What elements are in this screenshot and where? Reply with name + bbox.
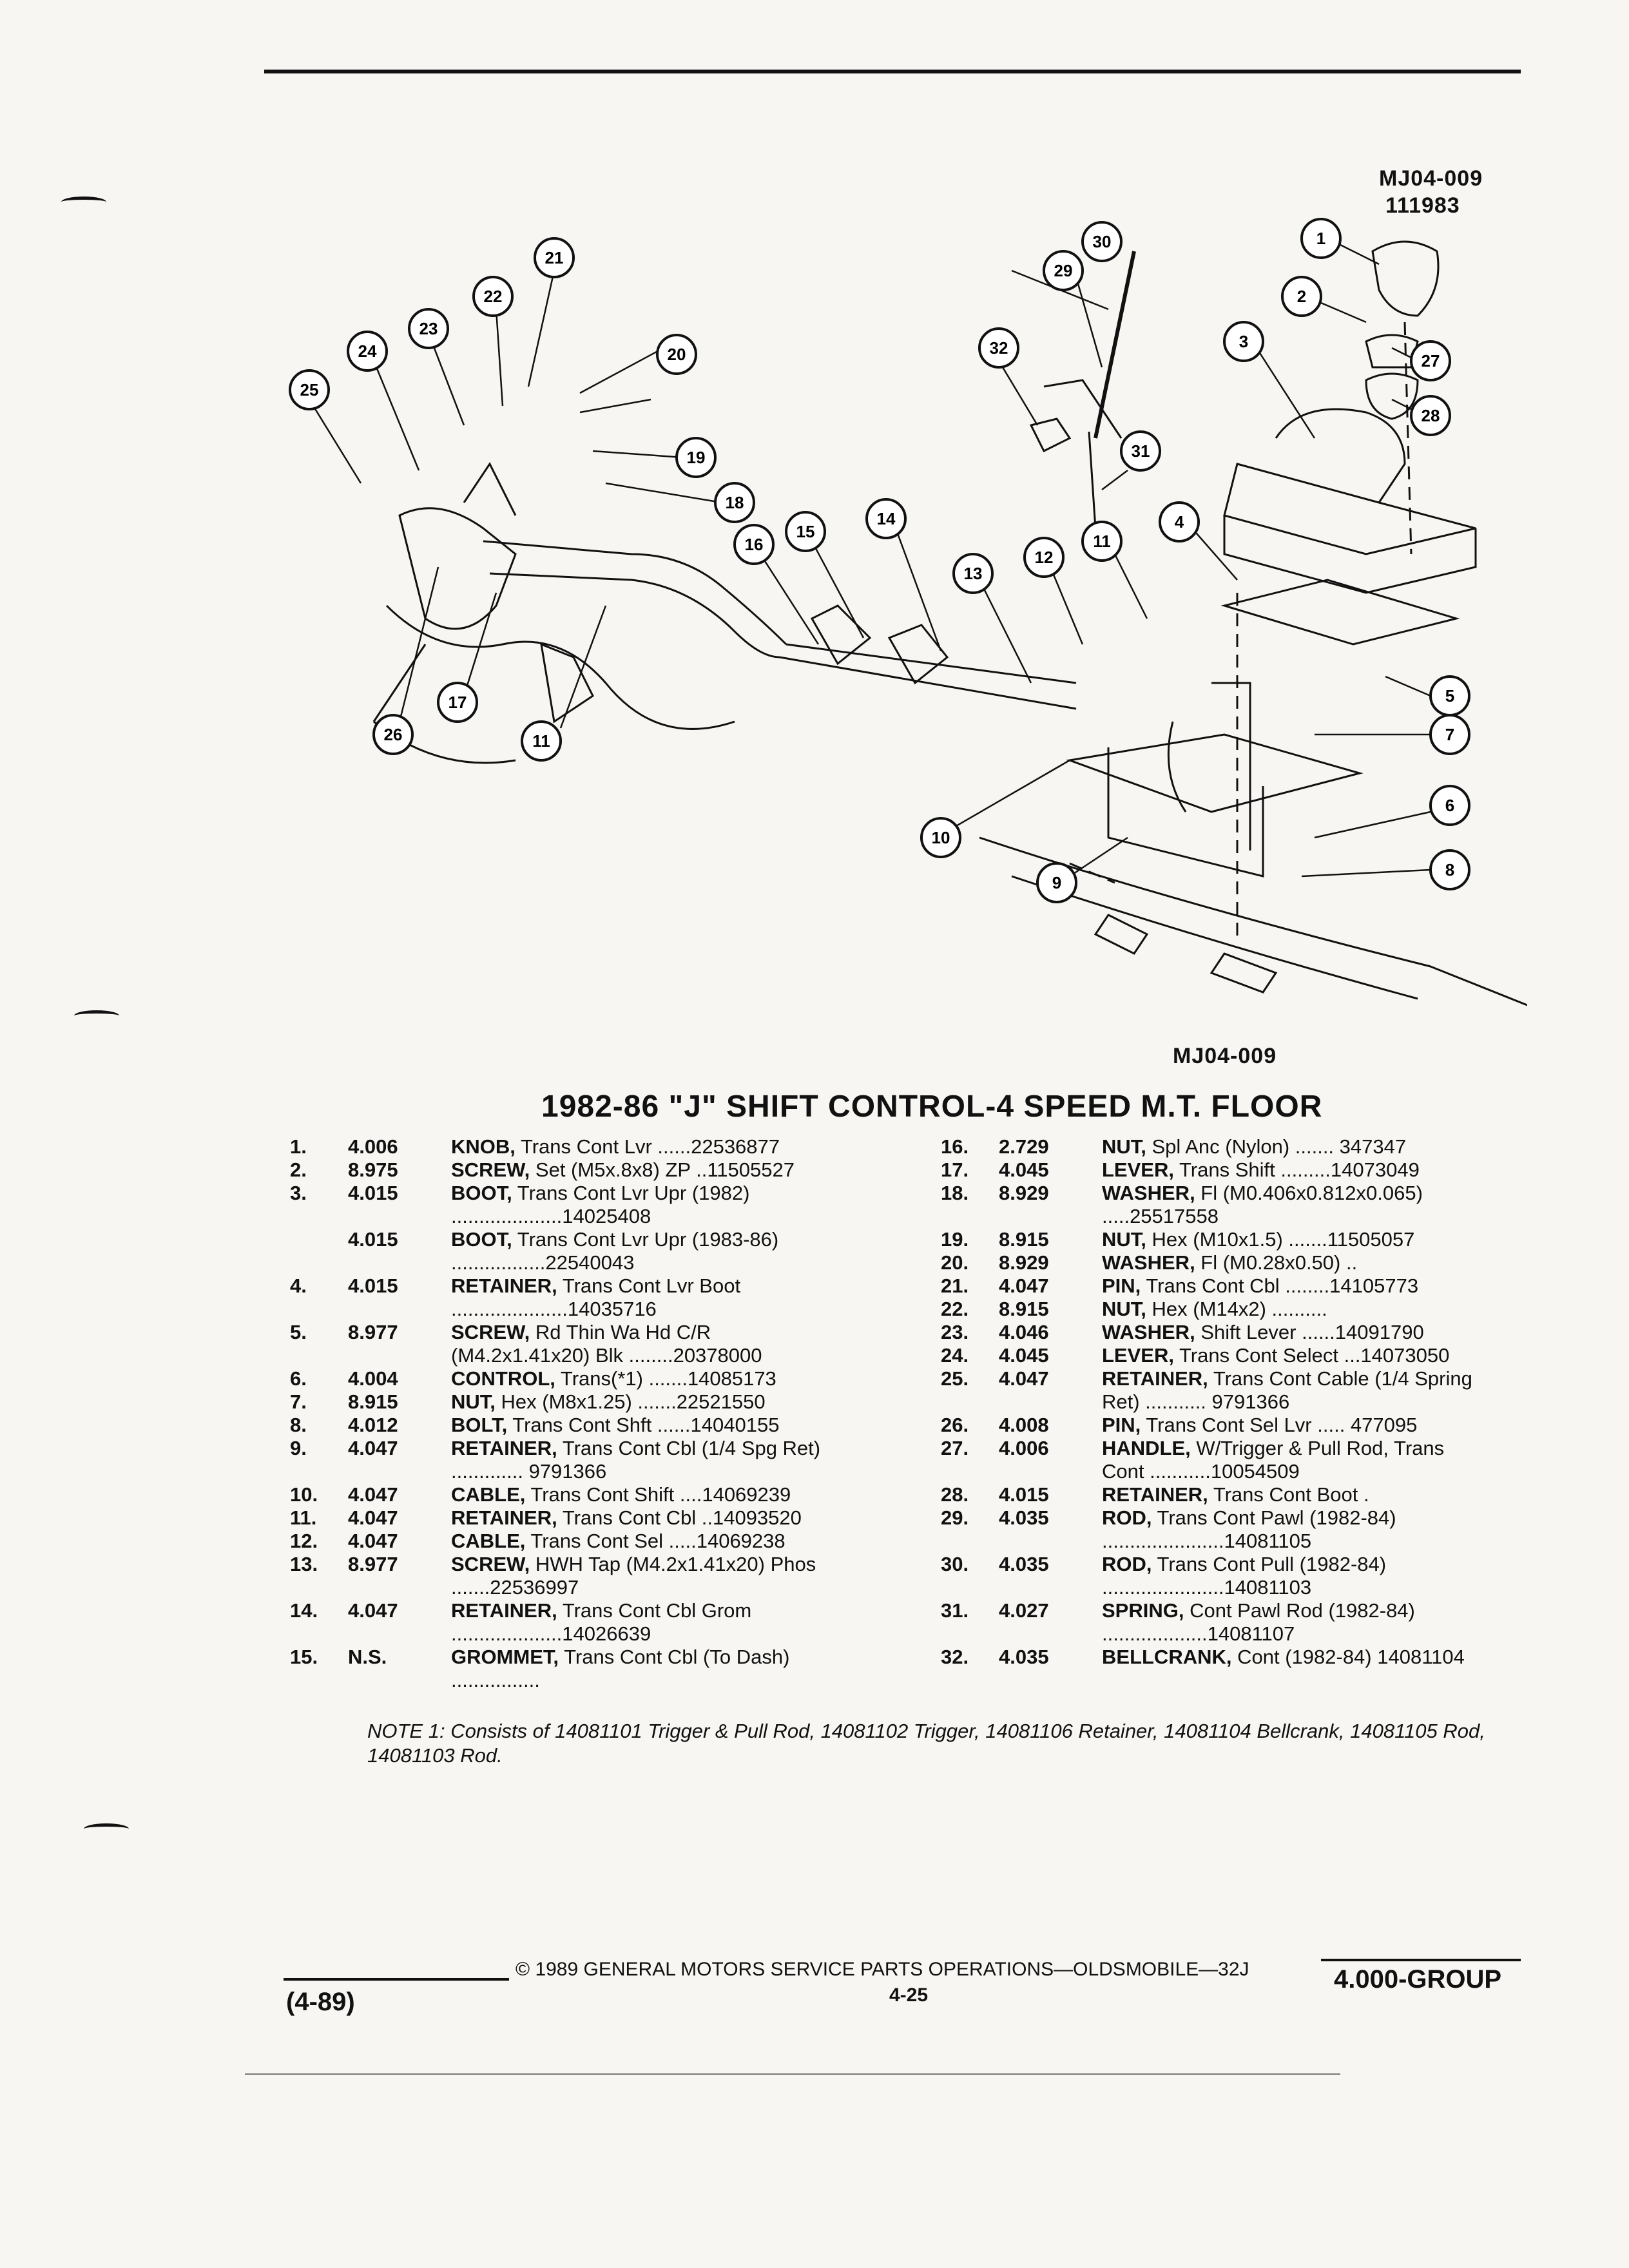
callout-11	[1083, 522, 1121, 561]
item-number: 6.	[290, 1367, 307, 1390]
item-number: 11.	[290, 1506, 317, 1529]
item-number: 9.	[290, 1437, 307, 1459]
part-description	[1102, 1646, 1476, 1669]
callout-1	[1302, 219, 1340, 258]
group-number: 4.015	[348, 1182, 398, 1204]
part-description	[451, 1158, 825, 1182]
item-number: 8.	[290, 1414, 307, 1436]
svg-text:17: 17	[448, 693, 467, 712]
parts-list-item	[290, 1553, 883, 1599]
svg-text:29: 29	[1054, 261, 1073, 280]
svg-text:3: 3	[1239, 332, 1249, 351]
callout-28	[1411, 396, 1450, 435]
callout-25	[290, 370, 329, 409]
transmission-linkage-left	[400, 508, 516, 629]
part-name: SCREW,	[451, 1553, 530, 1575]
part-description	[1102, 1251, 1476, 1274]
boot-retainer	[1224, 580, 1456, 644]
part-description	[1102, 1414, 1476, 1437]
part-details: Trans Cont Pawl (1982-84) ......................14081105	[1102, 1506, 1396, 1552]
part-details: HWH Tap (M4.2x1.41x20) Phos .......22536997	[451, 1553, 816, 1599]
parts-list-item	[290, 1506, 883, 1530]
item-number: 4.	[290, 1274, 307, 1297]
item-number: 24.	[941, 1344, 969, 1367]
item-number: 14.	[290, 1599, 318, 1622]
item-number: 12.	[290, 1530, 318, 1552]
svg-text:16: 16	[744, 535, 764, 554]
part-name: LEVER,	[1102, 1158, 1174, 1181]
part-name: BOOT,	[451, 1228, 512, 1251]
part-name: RETAINER,	[451, 1506, 557, 1529]
part-description	[451, 1599, 825, 1646]
item-number: 27.	[941, 1437, 969, 1459]
part-name: BOOT,	[451, 1182, 512, 1204]
parts-list-item	[290, 1390, 883, 1414]
group-number: 4.047	[999, 1367, 1049, 1390]
group-number: 4.015	[348, 1228, 398, 1251]
group-number: 8.915	[999, 1298, 1049, 1320]
parts-list-item	[941, 1321, 1534, 1344]
parts-list-item	[941, 1182, 1534, 1228]
svg-text:28: 28	[1421, 406, 1440, 425]
part-details: Hex (M8x1.25) .......22521550	[495, 1390, 766, 1413]
part-name: LEVER,	[1102, 1344, 1174, 1367]
parts-list-item	[941, 1437, 1534, 1483]
part-details: Trans Cont Boot .	[1208, 1483, 1369, 1506]
part-name: RETAINER,	[451, 1274, 557, 1297]
part-details: Cont (1982-84) 14081104	[1231, 1646, 1465, 1668]
svg-text:8: 8	[1445, 860, 1455, 879]
part-name: PIN,	[1102, 1274, 1141, 1297]
group-number: 4.006	[348, 1135, 398, 1158]
parts-list-item	[290, 1599, 883, 1646]
part-details: Hex (M10x1.5) .......11505057	[1146, 1228, 1415, 1251]
group-number: 4.035	[999, 1553, 1049, 1575]
part-description	[451, 1414, 825, 1437]
svg-text:15: 15	[796, 522, 815, 541]
parts-list-item	[941, 1367, 1534, 1414]
item-number: 15.	[290, 1646, 318, 1668]
svg-text:23: 23	[419, 319, 438, 338]
group-number: 4.047	[348, 1530, 398, 1552]
svg-text:11: 11	[1093, 532, 1111, 551]
part-description	[1102, 1321, 1476, 1344]
part-description	[1102, 1506, 1476, 1553]
part-name: NUT,	[451, 1390, 496, 1413]
callout-32	[979, 329, 1018, 367]
part-details: Trans Cont Cbl ........14105773	[1141, 1274, 1419, 1297]
figure-date-code: 111983	[1385, 193, 1460, 218]
callout-19	[677, 438, 715, 477]
svg-text:13: 13	[963, 564, 983, 583]
part-details: Shift Lever ......14091790	[1195, 1321, 1424, 1343]
part-description	[451, 1321, 825, 1367]
group-number: 4.047	[348, 1506, 398, 1529]
part-name: RETAINER,	[1102, 1367, 1208, 1390]
parts-list-item	[941, 1274, 1534, 1298]
svg-text:14: 14	[876, 509, 896, 528]
bottom-rule	[245, 2073, 1340, 2075]
svg-text:6: 6	[1445, 796, 1455, 815]
parts-list-item	[290, 1182, 883, 1228]
part-description	[1102, 1344, 1476, 1367]
group-number: 4.015	[999, 1483, 1049, 1506]
part-name: SPRING,	[1102, 1599, 1184, 1622]
callout-4	[1160, 503, 1199, 541]
svg-text:21: 21	[545, 248, 564, 267]
part-details: Fl (M0.406x0.812x0.065) .....25517558	[1102, 1182, 1423, 1227]
callout-5	[1431, 677, 1469, 715]
part-details: Trans Cont Cbl (1/4 Spg Ret) ............. 9791366	[451, 1437, 821, 1483]
parts-list-item	[941, 1553, 1534, 1599]
item-number: 28.	[941, 1483, 969, 1506]
part-description	[451, 1367, 825, 1390]
part-description	[451, 1553, 825, 1599]
group-number: 8.977	[348, 1321, 398, 1343]
figure-code-bottom: MJ04-009	[1173, 1044, 1277, 1068]
callout-7	[1431, 715, 1469, 754]
part-description	[451, 1228, 825, 1274]
group-number: 4.045	[999, 1158, 1049, 1181]
page-number: 4-25	[889, 1984, 929, 2006]
svg-text:25: 25	[300, 380, 319, 399]
item-number: 17.	[941, 1158, 969, 1181]
part-details: Trans Cont Sel .....14069238	[525, 1530, 786, 1552]
part-details: Trans Cont Sel Lvr ..... 477095	[1141, 1414, 1418, 1436]
callout-12	[1025, 538, 1063, 577]
item-number: 5.	[290, 1321, 307, 1343]
part-name: CONTROL,	[451, 1367, 555, 1390]
item-number: 2.	[290, 1158, 307, 1181]
part-description	[1102, 1553, 1476, 1599]
callout-29	[1044, 251, 1083, 290]
part-details: Trans Shift .........14073049	[1173, 1158, 1420, 1181]
parts-list-right	[941, 1135, 1534, 1669]
part-name: GROMMET,	[451, 1646, 559, 1668]
part-description	[451, 1530, 825, 1553]
item-number: 7.	[290, 1390, 307, 1413]
part-name: PIN,	[1102, 1414, 1141, 1436]
parts-list-item	[290, 1367, 883, 1390]
callout-13	[954, 554, 992, 593]
part-name: BELLCRANK,	[1102, 1646, 1232, 1668]
part-description	[451, 1646, 825, 1692]
item-number: 32.	[941, 1646, 969, 1668]
part-details: Cont Pawl Rod (1982-84) ...................14081107	[1102, 1599, 1415, 1645]
figure-code-top: MJ04-009	[1379, 166, 1483, 191]
part-name: RETAINER,	[1102, 1483, 1208, 1506]
part-name: NUT,	[1102, 1298, 1146, 1320]
callouts	[290, 219, 1469, 902]
part-name: NUT,	[1102, 1228, 1146, 1251]
svg-text:11: 11	[532, 731, 550, 751]
part-name: RETAINER,	[451, 1437, 557, 1459]
svg-text:24: 24	[358, 341, 377, 361]
parts-list-item	[290, 1274, 883, 1321]
part-name: WASHER,	[1102, 1251, 1195, 1274]
group-number: 4.008	[999, 1414, 1049, 1436]
part-description	[451, 1390, 825, 1414]
part-details: Trans Cont Lvr ......22536877	[515, 1135, 780, 1158]
parts-list-item	[290, 1414, 883, 1437]
group-number: 4.012	[348, 1414, 398, 1436]
part-details: Trans Cont Cable (1/4 Spring Ret) ........... 9791366	[1102, 1367, 1472, 1413]
item-number: 1.	[290, 1135, 307, 1158]
group-number: 4.035	[999, 1646, 1049, 1668]
part-name: SCREW,	[451, 1158, 530, 1181]
part-description	[451, 1182, 825, 1228]
group-number: 4.045	[999, 1344, 1049, 1367]
part-description	[1102, 1228, 1476, 1251]
footnote: NOTE 1: Consists of 14081101 Trigger & Pull Rod, 14081102 Trigger, 14081106 Retainer, 14081104 Bellcrank, 14081105 Rod, 14081103 Rod.	[367, 1720, 1485, 1767]
group-number: 8.915	[999, 1228, 1049, 1251]
group-number: N.S.	[348, 1646, 387, 1668]
part-details: Trans(*1) .......14085173	[555, 1367, 776, 1390]
part-details: Hex (M14x2) ..........	[1146, 1298, 1327, 1320]
callout-10	[921, 818, 960, 857]
parts-list-item	[941, 1298, 1534, 1321]
part-description	[1102, 1367, 1476, 1414]
svg-text:32: 32	[989, 338, 1008, 358]
boot-outline	[1224, 464, 1476, 554]
group-number: 4.047	[348, 1483, 398, 1506]
callout-24	[348, 332, 387, 370]
part-details: Trans Cont Cbl (To Dash) ................	[451, 1646, 790, 1691]
svg-text:10: 10	[931, 828, 950, 847]
svg-text:5: 5	[1445, 686, 1455, 706]
part-details: Fl (M0.28x0.50) ..	[1195, 1251, 1358, 1274]
group-number: 4.047	[999, 1274, 1049, 1297]
part-description	[1102, 1182, 1476, 1228]
parts-list-item	[941, 1483, 1534, 1506]
callout-11b	[522, 722, 561, 760]
parts-list-item	[941, 1344, 1534, 1367]
callout-21	[535, 238, 574, 277]
part-description	[1102, 1298, 1476, 1321]
item-number: 29.	[941, 1506, 969, 1529]
group-number: 8.977	[348, 1553, 398, 1575]
part-name: ROD,	[1102, 1553, 1152, 1575]
part-name: HANDLE,	[1102, 1437, 1191, 1459]
svg-text:18: 18	[725, 493, 744, 512]
part-details: Trans Cont Lvr Upr (1982) ....................14025408	[451, 1182, 750, 1227]
part-description	[1102, 1437, 1476, 1483]
item-number: 20.	[941, 1251, 969, 1274]
control-base	[1070, 735, 1360, 812]
part-name: ROD,	[1102, 1506, 1152, 1529]
item-number: 13.	[290, 1553, 318, 1575]
part-name: WASHER,	[1102, 1182, 1195, 1204]
callout-9	[1037, 863, 1076, 902]
part-name: RETAINER,	[451, 1599, 557, 1622]
part-name: WASHER,	[1102, 1321, 1195, 1343]
group-number: 2.729	[999, 1135, 1049, 1158]
callout-6	[1431, 786, 1469, 825]
group-number: 8.929	[999, 1182, 1049, 1204]
group-label: 4.000-GROUP	[1334, 1965, 1502, 1994]
item-number: 19.	[941, 1228, 969, 1251]
part-description	[1102, 1599, 1476, 1646]
exploded-parts-diagram	[271, 193, 1527, 1031]
parts-list-item	[941, 1646, 1534, 1669]
svg-text:26: 26	[383, 725, 403, 744]
part-description	[1102, 1274, 1476, 1298]
callout-20	[657, 335, 696, 374]
part-name: SCREW,	[451, 1321, 530, 1343]
callout-2	[1282, 277, 1321, 316]
parts-list-item	[290, 1437, 883, 1483]
item-number: 16.	[941, 1135, 969, 1158]
footer-rule-left	[284, 1978, 509, 1981]
part-name: CABLE,	[451, 1530, 526, 1552]
item-number: 30.	[941, 1553, 969, 1575]
parts-list-item	[290, 1321, 883, 1367]
part-description	[1102, 1135, 1476, 1158]
page-title: 1982-86 "J" SHIFT CONTROL-4 SPEED M.T. FLOOR	[541, 1090, 1323, 1124]
callout-15	[786, 512, 825, 551]
part-details: Trans Cont Pull (1982-84) ......................14081103	[1102, 1553, 1387, 1599]
svg-text:27: 27	[1421, 351, 1440, 370]
item-number: 21.	[941, 1274, 969, 1297]
callout-30	[1083, 222, 1121, 261]
group-number: 8.975	[348, 1158, 398, 1181]
knob	[1373, 242, 1438, 316]
callout-8	[1431, 850, 1469, 889]
footer-rule-right	[1321, 1959, 1521, 1961]
part-description	[451, 1437, 825, 1483]
callout-3	[1224, 322, 1263, 361]
svg-text:2: 2	[1296, 287, 1307, 306]
parts-list-item	[290, 1646, 883, 1692]
margin-mark	[74, 1010, 119, 1021]
item-number: 25.	[941, 1367, 969, 1390]
item-number: 3.	[290, 1182, 307, 1204]
part-name: CABLE,	[451, 1483, 526, 1506]
callout-16	[735, 525, 773, 564]
callout-14	[867, 499, 905, 538]
group-number: 4.035	[999, 1506, 1049, 1529]
item-number: 31.	[941, 1599, 969, 1622]
group-number: 4.015	[348, 1274, 398, 1297]
svg-text:7: 7	[1445, 725, 1455, 744]
svg-text:19: 19	[686, 448, 706, 467]
top-rule	[264, 70, 1521, 73]
group-number: 4.004	[348, 1367, 398, 1390]
group-number: 4.006	[999, 1437, 1049, 1459]
parts-list-item	[941, 1414, 1534, 1437]
item-number: 10.	[290, 1483, 318, 1506]
group-number: 4.046	[999, 1321, 1049, 1343]
item-number: 23.	[941, 1321, 969, 1343]
parts-list-item	[941, 1228, 1534, 1251]
group-number: 8.929	[999, 1251, 1049, 1274]
parts-list-item	[941, 1251, 1534, 1274]
part-details: Trans Cont Cbl Grom ....................14026639	[451, 1599, 752, 1645]
part-details: Trans Cont Lvr Upr (1983-86) .................22540043	[451, 1228, 779, 1274]
group-number: 4.027	[999, 1599, 1049, 1622]
svg-text:9: 9	[1052, 873, 1062, 892]
parts-list-item	[290, 1135, 883, 1158]
svg-text:12: 12	[1034, 548, 1054, 567]
group-number: 8.915	[348, 1390, 398, 1413]
item-number: 26.	[941, 1414, 969, 1436]
parts-list-item	[290, 1530, 883, 1553]
part-name: BOLT,	[451, 1414, 508, 1436]
callout-27	[1411, 341, 1450, 380]
callout-17	[438, 683, 477, 722]
margin-mark	[61, 197, 106, 207]
part-details: Trans Cont Lvr Boot .....................14035716	[451, 1274, 741, 1320]
part-name: KNOB,	[451, 1135, 516, 1158]
part-details: Set (M5x.8x8) ZP ..11505527	[530, 1158, 795, 1181]
parts-list-left	[290, 1135, 883, 1692]
parts-list-item	[941, 1158, 1534, 1182]
part-details: Trans Cont Select ...14073050	[1173, 1344, 1450, 1367]
parts-list-item	[290, 1483, 883, 1506]
parts-list-item	[290, 1228, 883, 1274]
group-number: 4.047	[348, 1437, 398, 1459]
callout-23	[409, 309, 448, 348]
item-number: 22.	[941, 1298, 969, 1320]
callout-18	[715, 483, 754, 522]
svg-text:1: 1	[1316, 229, 1326, 248]
parts-list-item	[290, 1158, 883, 1182]
part-description	[451, 1506, 825, 1530]
svg-text:22: 22	[483, 287, 503, 306]
part-description	[451, 1483, 825, 1506]
part-description	[451, 1274, 825, 1321]
part-details: Trans Cont Shft ......14040155	[507, 1414, 780, 1436]
part-details: W/Trigger & Pull Rod, Trans Cont ...........10054509	[1102, 1437, 1445, 1483]
group-number: 4.047	[348, 1599, 398, 1622]
svg-text:31: 31	[1131, 441, 1150, 461]
item-number: 18.	[941, 1182, 969, 1204]
parts-list-item	[941, 1506, 1534, 1553]
part-details: Spl Anc (Nylon) ....... 347347	[1146, 1135, 1407, 1158]
svg-text:30: 30	[1092, 232, 1112, 251]
part-description	[1102, 1158, 1476, 1182]
part-details: Rd Thin Wa Hd C/R (M4.2x1.41x20) Blk ........20378000	[451, 1321, 762, 1367]
part-description	[451, 1135, 825, 1158]
callout-22	[474, 277, 512, 316]
callout-31	[1121, 432, 1160, 470]
svg-text:20: 20	[667, 345, 686, 364]
callout-26	[374, 715, 412, 754]
part-description	[1102, 1483, 1476, 1506]
part-details: Trans Cont Shift ....14069239	[525, 1483, 791, 1506]
copyright-line: © 1989 GENERAL MOTORS SERVICE PARTS OPERATIONS—OLDSMOBILE—32J	[516, 1959, 1249, 1980]
parts-list-item	[941, 1135, 1534, 1158]
svg-text:4: 4	[1174, 512, 1184, 532]
margin-mark	[84, 1823, 129, 1834]
part-name: NUT,	[1102, 1135, 1146, 1158]
parts-list-item	[941, 1599, 1534, 1646]
part-details: Trans Cont Cbl ..14093520	[557, 1506, 802, 1529]
revision-date: (4-89)	[286, 1988, 355, 2016]
